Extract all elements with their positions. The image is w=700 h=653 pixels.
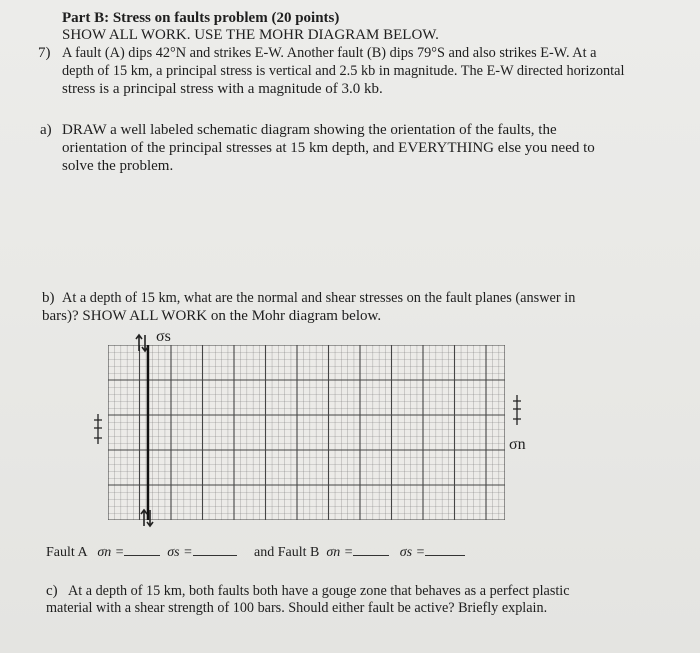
- part-title: Part B: Stress on faults problem (20 points): [62, 10, 340, 26]
- fault-b-normal-stress-blank[interactable]: [353, 543, 389, 556]
- fault-a-shear-stress-blank[interactable]: [193, 543, 237, 556]
- tick-marks-left-icon: [91, 412, 105, 446]
- part-b-line-2: bars)? SHOW ALL WORK on the Mohr diagram below.: [42, 308, 382, 324]
- part-a-line-2: orientation of the principal stresses at 15 km depth, and EVERYTHING else you need to: [62, 140, 595, 156]
- problem-line-2: depth of 15 km, a principal stress is vertical and 2.5 kb in magnitude. The E-W directed horizontal: [62, 63, 625, 79]
- problem-number: 7): [38, 45, 51, 61]
- x-axis-label: σn: [509, 436, 526, 453]
- instruction: SHOW ALL WORK. USE THE MOHR DIAGRAM BELOW.: [62, 27, 439, 43]
- mohr-diagram-grid[interactable]: [108, 345, 505, 520]
- fault-a-shear-stress-label: σs =: [167, 545, 193, 560]
- part-c-line-2: material with a shear strength of 100 bars. Should either fault be active? Briefly explain.: [46, 600, 548, 616]
- fault-a-label: Fault A: [46, 545, 87, 560]
- part-a-line-3: solve the problem.: [62, 158, 174, 174]
- shear-axis-arrow-bottom-icon: [139, 508, 161, 528]
- answer-row: [46, 543, 465, 561]
- part-a-line-1: DRAW a well labeled schematic diagram showing the orientation of the faults, the: [62, 122, 557, 138]
- problem-line-3: stress is a principal stress with a magnitude of 3.0 kb.: [62, 81, 383, 97]
- part-c-label: c): [46, 583, 58, 599]
- part-b-line-1: At a depth of 15 km, what are the normal and shear stresses on the fault planes (answer in: [62, 290, 576, 306]
- fault-a-normal-stress-label: σn =: [97, 545, 125, 560]
- fault-a-normal-stress-blank[interactable]: [124, 543, 160, 556]
- tick-marks-right-icon: [510, 393, 524, 427]
- fault-b-shear-stress-blank[interactable]: [425, 543, 465, 556]
- shear-axis-arrow-top-icon: [134, 333, 156, 353]
- fault-b-normal-stress-label: σn =: [326, 545, 354, 560]
- fault-b-label: and Fault B: [254, 545, 320, 560]
- fault-b-shear-stress-label: σs =: [399, 545, 426, 560]
- y-axis-label: σs: [156, 328, 171, 345]
- problem-line-1: A fault (A) dips 42°N and strikes E-W. Another fault (B) dips 79°S and also strikes E-W. At a: [62, 45, 597, 61]
- part-a-label: a): [40, 122, 52, 138]
- part-c-line-1: At a depth of 15 km, both faults both have a gouge zone that behaves as a perfect plastic: [68, 583, 570, 599]
- part-b-label: b): [42, 290, 55, 306]
